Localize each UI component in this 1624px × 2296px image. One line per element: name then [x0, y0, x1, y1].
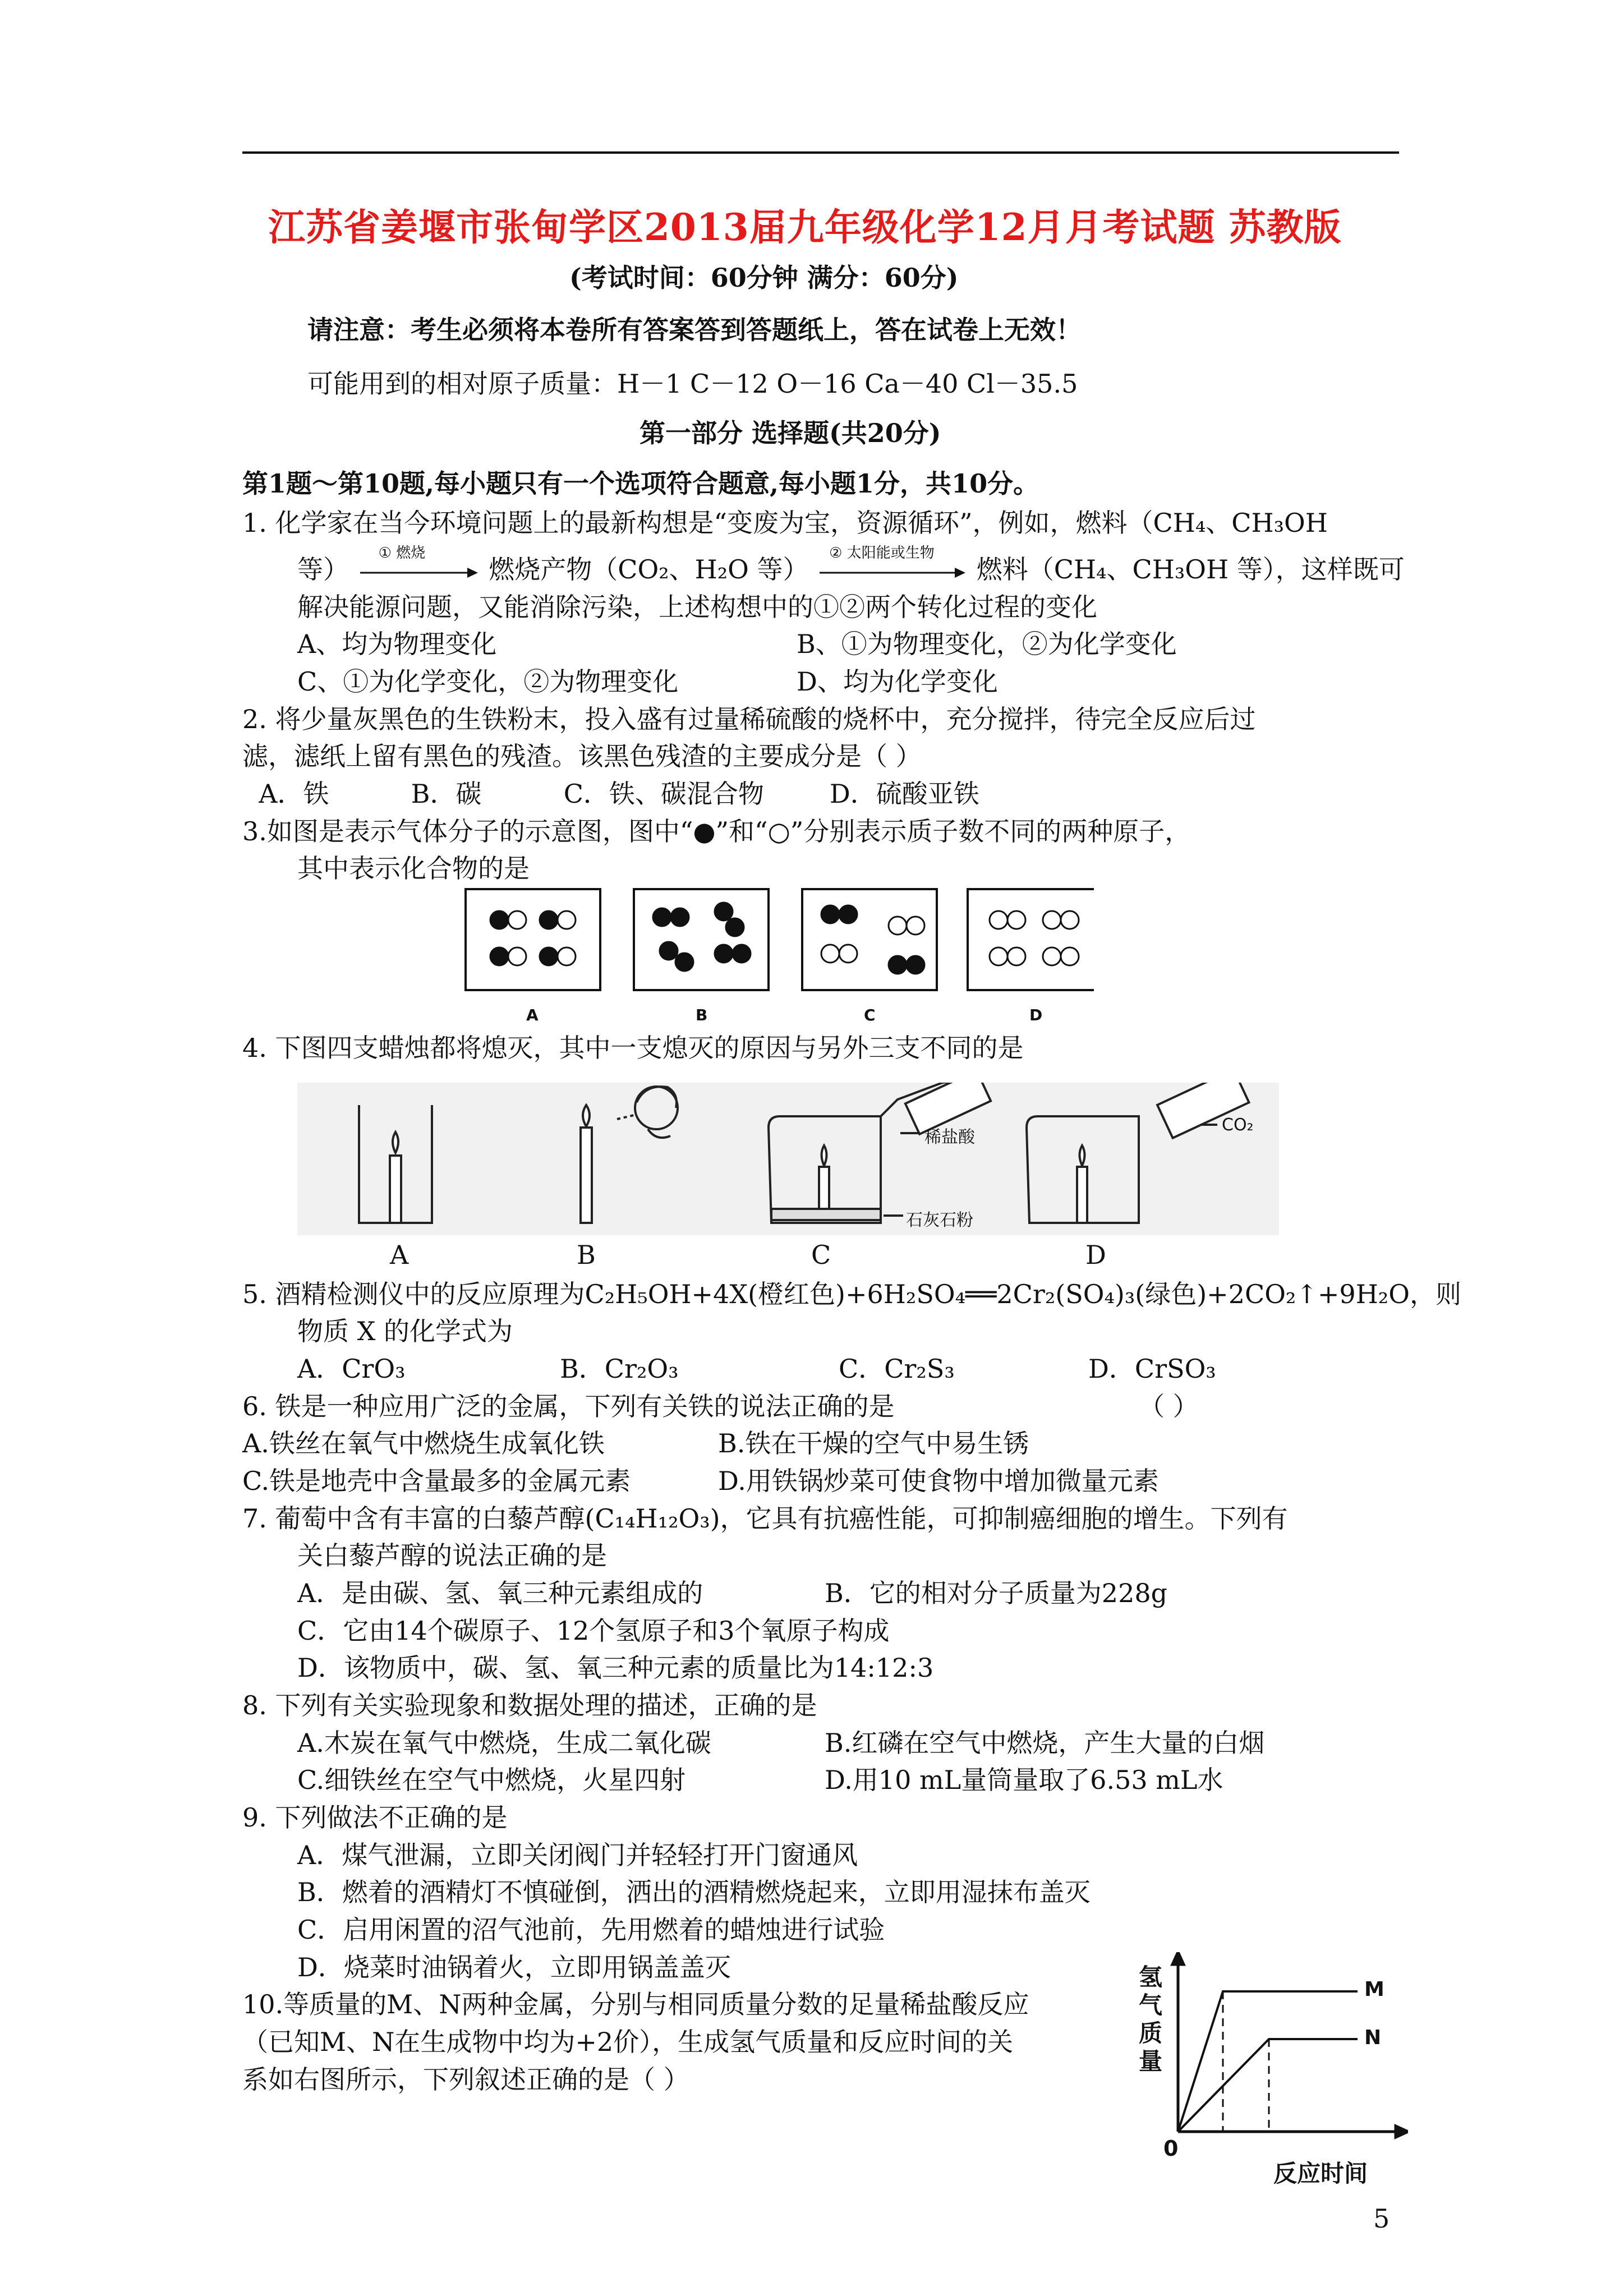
q6-option-c: C.铁是地壳中含量最多的金属元素	[242, 1466, 631, 1496]
q8-option-a: A.木炭在氧气中燃烧，生成二氧化碳	[297, 1728, 711, 1758]
q4-label-a: A	[390, 1240, 409, 1270]
q3-label-c: C	[864, 1006, 876, 1024]
y-axis-arrow	[1172, 1952, 1184, 1964]
q3-box-a-molecules	[490, 911, 576, 965]
q6-option-a: A.铁丝在氧气中燃烧生成氧化铁	[242, 1428, 605, 1458]
q4-hcl-label: 稀盐酸	[924, 1128, 975, 1147]
limestone-powder	[771, 1209, 881, 1220]
q9-option-d: D．烧菜时油锅着火，立即用锅盖盖灭	[297, 1952, 731, 1982]
q7-option-c: C．它由14个碳原子、12个氢原子和3个氧原子构成	[297, 1616, 890, 1646]
curve-m	[1178, 1991, 1358, 2132]
q1-line1: 1. 化学家在当今环境问题上的最新构想是“变废为宝，资源循环”，例如，燃料（CH₄、CH₃OH	[242, 508, 1328, 538]
candle-b-flame	[583, 1105, 590, 1126]
person-hair	[637, 1087, 677, 1108]
q7-line2: 关白藜芦醇的说法正确的是	[297, 1540, 607, 1571]
graph-n-label: N	[1364, 2026, 1382, 2049]
q4-co2-label: CO₂	[1222, 1115, 1254, 1135]
section-instruction: 第1题～第10题,每小题只有一个选项符合题意,每小题1分，共10分。	[242, 468, 1039, 499]
reaction-arrow-2	[817, 545, 968, 583]
q8-option-b: B.红磷在空气中燃烧，产生大量的白烟	[825, 1728, 1265, 1758]
q3-box-c-molecules	[821, 905, 924, 974]
q3-box-c	[802, 889, 937, 990]
atomic-masses: 可能用到的相对原子质量：H－1 C－12 O－16 Ca－40 Cl－35.5	[307, 369, 1078, 399]
candle-b-body	[581, 1128, 592, 1223]
candle-c-body	[819, 1167, 829, 1209]
graph-m-label: M	[1364, 1978, 1384, 2001]
q1-line2c: 燃料（CH₄、CH₃OH 等），这样既可	[976, 554, 1405, 585]
q7-option-d: D．该物质中，碳、氢、氧三种元素的质量比为14:12:3	[297, 1653, 934, 1683]
q3-box-b	[634, 889, 769, 990]
q3-box-d-molecules	[990, 911, 1079, 965]
q5-option-b: B．Cr₂O₃	[560, 1354, 679, 1384]
q7-option-a: A．是由碳、氢、氧三种元素组成的	[297, 1578, 703, 1608]
q1-option-a: A、均为物理变化	[297, 629, 497, 659]
q3-molecule-figure	[460, 884, 1094, 1024]
notice: 请注意：考生必须将本卷所有答案答到答题纸上，答在试卷上无效！	[307, 315, 1082, 345]
q4-limestone-label: 石灰石粉	[906, 1211, 973, 1230]
q10-graph	[1139, 1952, 1408, 2188]
q7-option-b: B．它的相对分子质量为228g	[825, 1578, 1168, 1608]
q8-option-c: C.细铁丝在空气中燃烧，火星四射	[297, 1765, 686, 1795]
q8-option-d: D.用10 mL量筒量取了6.53 mL水	[825, 1765, 1223, 1795]
q1-line3: 解决能源问题，又能消除污染，上述构想中的①②两个转化过程的变化	[297, 592, 1097, 622]
q5-option-d: D．CrSO₃	[1088, 1354, 1216, 1384]
q4-candles-svg	[297, 1083, 1279, 1235]
graph-ylabel: 氢气质量	[1139, 1963, 1163, 2075]
q2-options: A．铁 B．碳 C．铁、碳混合物 D．硫酸亚铁	[242, 779, 979, 809]
q1-option-b: B、①为物理变化，②为化学变化	[797, 629, 1177, 659]
page-number: 5	[1373, 2203, 1390, 2234]
q2-line2: 滤，滤纸上留有黑色的残渣。该黑色残渣的主要成分是（ ）	[242, 741, 922, 771]
q1-line2b: 燃烧产物（CO₂、H₂O 等）	[489, 554, 809, 585]
q4-label-b: B	[577, 1240, 596, 1270]
q4-candle-figure	[297, 1083, 1279, 1235]
q5-option-a: A．CrO₃	[297, 1354, 406, 1384]
q6-option-b: B.铁在干燥的空气中易生锈	[718, 1428, 1029, 1458]
graph-origin: 0	[1163, 2136, 1179, 2161]
graph-xlabel: 反应时间	[1273, 2160, 1368, 2187]
curve-n	[1178, 2039, 1358, 2132]
q1-option-c: C、①为化学变化，②为物理变化	[297, 666, 679, 697]
arrow-1-icon	[357, 560, 481, 583]
page-title: 江苏省姜堰市张甸学区2013届九年级化学12月月考试题 苏教版	[268, 205, 1342, 249]
candle-d-body	[1077, 1167, 1087, 1223]
x-axis-arrow	[1396, 2126, 1408, 2137]
arrow-2-icon	[817, 560, 968, 583]
part1-title: 第一部分 选择题(共20分)	[640, 418, 941, 448]
candle-a-body	[390, 1156, 401, 1223]
q1-line2	[297, 545, 1405, 586]
q5-option-c: C．Cr₂S₃	[839, 1354, 955, 1384]
q4-label-d: D	[1085, 1240, 1106, 1270]
arrow2-label: ② 太阳能或生物	[829, 545, 935, 562]
q1-line2a: 等）	[297, 554, 349, 585]
q3-line1: 3.如图是表示气体分子的示意图，图中“●”和“○”分别表示质子数不同的两种原子，	[242, 816, 1191, 846]
q3-label-a: A	[526, 1006, 539, 1024]
q3-box-d	[968, 889, 1094, 990]
q8-line1: 8. 下列有关实验现象和数据处理的描述，正确的是	[242, 1690, 817, 1720]
q3-box-b-molecules	[653, 903, 751, 971]
q9-option-a: A．煤气泄漏，立即关闭阀门并轻轻打开门窗通风	[297, 1840, 858, 1870]
q3-label-b: B	[696, 1006, 708, 1024]
exam-info: (考试时间：60分钟 满分：60分)	[569, 263, 959, 293]
q4-line1: 4. 下图四支蜡烛都将熄灭，其中一支熄灭的原因与另外三支不同的是	[242, 1033, 1024, 1063]
q10-line1: 10.等质量的M、N两种金属，分别与相同质量分数的足量稀盐酸反应	[242, 1989, 1029, 2019]
q6-line1: 6. 铁是一种应用广泛的金属，下列有关铁的说法正确的是	[242, 1391, 895, 1421]
q5-line1: 5. 酒精检测仪中的反应原理为C₂H₅OH+4X(橙红色)+6H₂SO₄══2Cr₂(SO₄)₃(绿色)+2CO₂↑+9H₂O，则	[242, 1279, 1461, 1309]
q10-line3: 系如右图所示，下列叙述正确的是（ ）	[242, 2064, 689, 2095]
person-neck	[648, 1129, 670, 1138]
q2-line1: 2. 将少量灰黑色的生铁粉末，投入盛有过量稀硫酸的烧杯中，充分搅拌，待完全反应后过	[242, 704, 1256, 734]
candle-a-flame	[393, 1132, 398, 1153]
candle-c-flame	[822, 1145, 827, 1166]
q3-line2: 其中表示化合物的是	[297, 853, 530, 884]
reaction-arrow-1	[357, 545, 481, 583]
person-head-icon	[635, 1087, 678, 1129]
q3-label-d: D	[1029, 1006, 1043, 1024]
q3-box-a	[466, 889, 600, 990]
breath-line	[617, 1115, 634, 1119]
q10-line2: （已知M、N在生成物中均为+2价），生成氢气质量和反应时间的关	[242, 2027, 1014, 2057]
q4-label-c: C	[811, 1240, 831, 1270]
q6-option-d: D.用铁锅炒菜可使食物中增加微量元素	[718, 1466, 1159, 1496]
q7-line1: 7. 葡萄中含有丰富的白藜芦醇(C₁₄H₁₂O₃)，它具有抗癌性能，可抑制癌细胞的增生。下列有	[242, 1503, 1288, 1534]
q9-option-b: B．燃着的酒精灯不慎碰倒，洒出的酒精燃烧起来，立即用湿抹布盖灭	[297, 1877, 1091, 1907]
header-rule	[242, 151, 1399, 154]
q5-line2: 物质 X 的化学式为	[297, 1316, 513, 1346]
q9-line1: 9. 下列做法不正确的是	[242, 1802, 508, 1833]
q1-option-d: D、均为化学变化	[797, 666, 998, 697]
arrow1-label: ① 燃烧	[378, 545, 426, 562]
q6-paren: （ ）	[1139, 1391, 1199, 1421]
q9-option-c: C．启用闲置的沼气池前，先用燃着的蜡烛进行试验	[297, 1915, 885, 1945]
candle-d-flame	[1080, 1145, 1085, 1166]
